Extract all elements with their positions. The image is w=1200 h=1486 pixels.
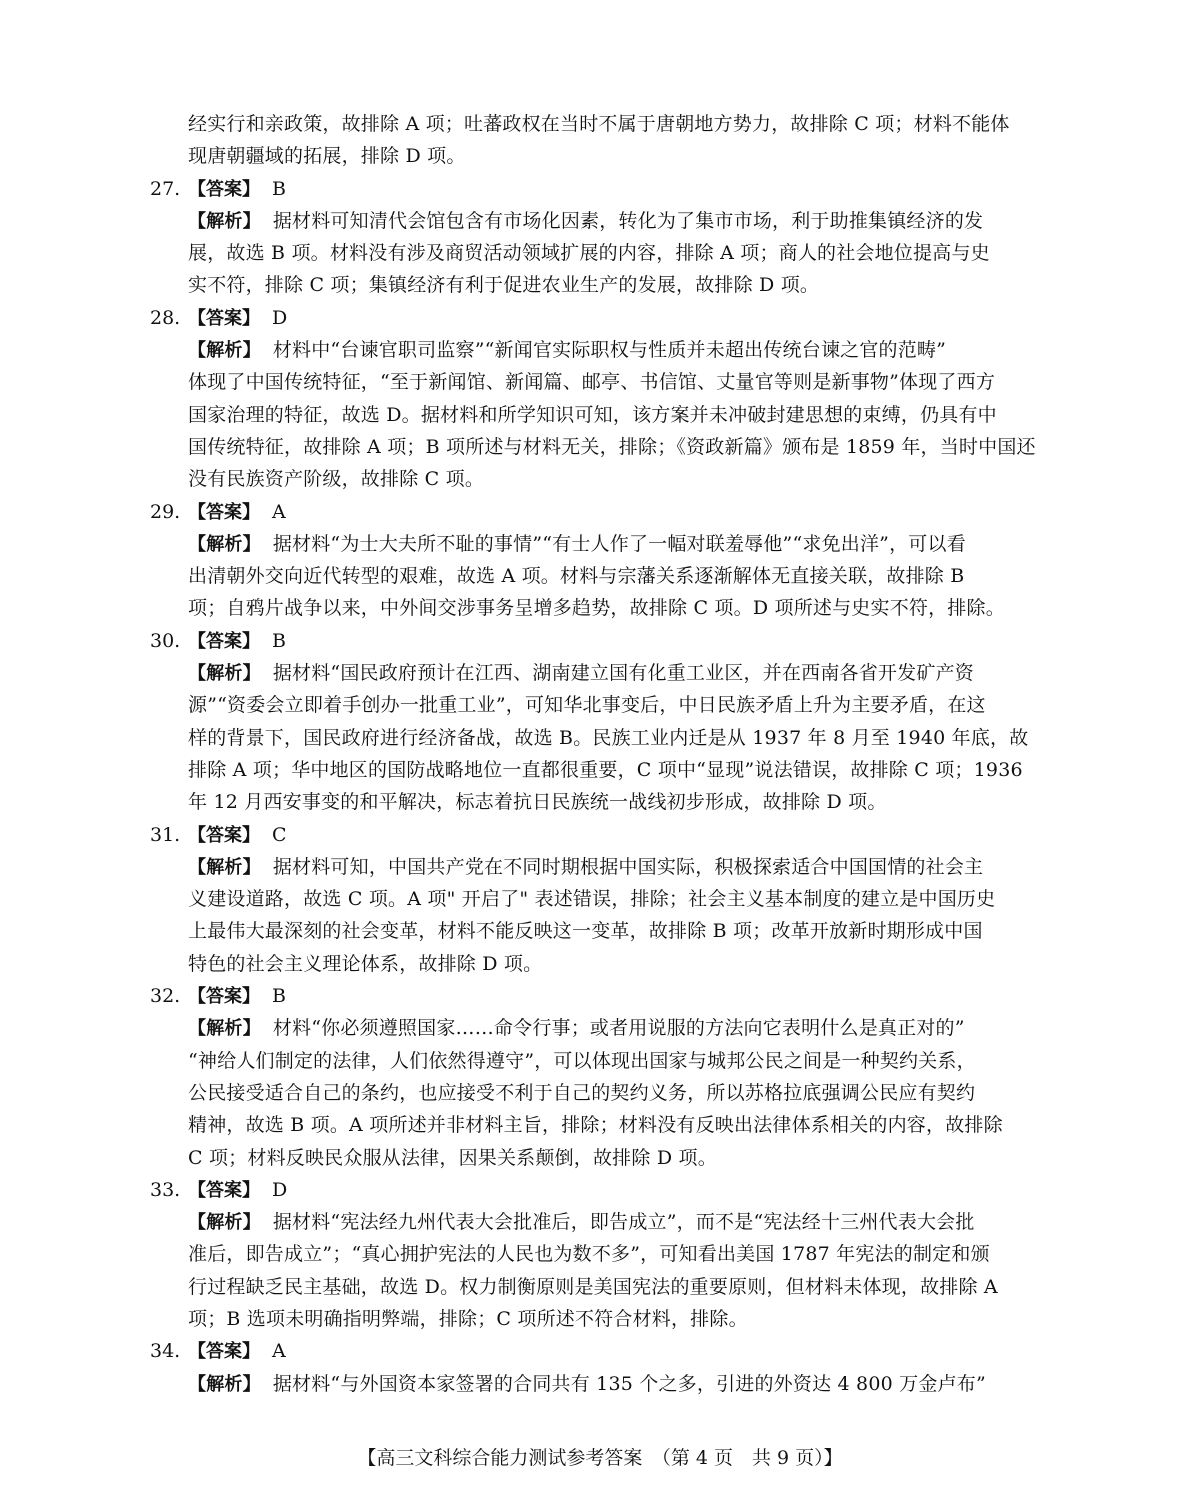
analysis-line: 公民接受适合自己的条约，也应接受不利于自己的契约义务，所以苏格拉底强调公民应有契约: [188, 1081, 976, 1104]
analysis-line: 排除 A 项；华中地区的国防战略地位一直都很重要，C 项中“显现”说法错误，故排除 C 项；1936: [188, 758, 1023, 781]
analysis-line: 准后，即告成立”；“真心拥护宪法的人民也为数不多”，可知看出美国 1787 年宪法的制定和颁: [188, 1243, 990, 1266]
answer-tag: 【答案】: [188, 986, 260, 1008]
question-block: [150, 302, 1055, 496]
answer-tag: 【答案】: [188, 501, 260, 523]
analysis-line: 项；自鸦片战争以来，中外间交涉事务呈增多趋势，故排除 C 项。D 项所述与史实不符，排除。: [188, 597, 1005, 620]
analysis-tag: 【解析】: [188, 533, 261, 555]
carryover-line: 经实行和亲政策，故排除 A 项；吐蕃政权在当时不属于唐朝地方势力，故排除 C 项；材料不能体: [188, 113, 1010, 135]
answer-line: [150, 302, 1055, 334]
analysis-line: 【解析】 据材料可知，中国共产党在不同时期根据中国实际，积极探索适合中国国情的社会主: [188, 855, 984, 878]
analysis-tag: 【解析】: [188, 856, 261, 878]
answer-line: [150, 173, 1055, 205]
analysis-line: 展，故选 B 项。材料没有涉及商贸活动领域扩展的内容，排除 A 项；商人的社会地位提高与史: [188, 242, 990, 265]
analysis-line: 义建设道路，故选 C 项。A 项" 开启了" 表述错误，排除；社会主义基本制度的建立是中国历史: [188, 888, 996, 911]
analysis-line: 项；B 选项未明确指明弊端，排除；C 项所述不符合材料，排除。: [188, 1307, 748, 1330]
question-block: [150, 980, 1055, 1174]
page-footer: 【高三文科综合能力测试参考答案 （第 4 页 共 9 页）】: [357, 1447, 843, 1469]
analysis-line: 上最伟大最深刻的社会变革，材料不能反映这一变革，故排除 B 项；改革开放新时期形成中国: [188, 920, 983, 943]
analysis-line: 特色的社会主义理论体系，故排除 D 项。: [188, 952, 543, 975]
answer-line: [150, 980, 1055, 1012]
analysis-line: 【解析】 据材料“为士大夫所不耻的事情”“有士人作了一幅对联羞辱他”“求免出洋”，可以看: [188, 532, 966, 555]
analysis-line: 【解析】 材料中“台谏官职司监察”“新闻官实际职权与性质并未超出传统台谏之官的范畴”: [188, 339, 947, 362]
answer-document: [150, 108, 1055, 1400]
question-block: [150, 173, 1055, 302]
analysis-line: 精神，故选 B 项。A 项所述并非材料主旨，排除；材料没有反映出法律体系相关的内容，故排除: [188, 1114, 1003, 1137]
analysis-line: 【解析】 材料“你必须遵照国家……命令行事；或者用说服的方法向它表明什么是真正对的”: [188, 1017, 965, 1040]
answer-tag: 【答案】: [188, 1341, 260, 1363]
question-block: [150, 625, 1055, 819]
analysis-line: 行过程缺乏民主基础，故选 D。权力制衡原则是美国宪法的重要原则，但材料未体现，故排除 A: [188, 1275, 998, 1298]
analysis-line: 源”“资委会立即着手创办一批重工业”，可知华北事变后，中日民族矛盾上升为主要矛盾，在这: [188, 694, 986, 717]
question-number: 32.: [150, 985, 181, 1008]
analysis-line: “神给人们制定的法律，人们依然得遵守”，可以体现出国家与城邦公民之间是一种契约关系，: [188, 1049, 976, 1072]
question-number: 29.: [150, 500, 181, 523]
analysis-line: 出清朝外交向近代转型的艰难，故选 A 项。材料与宗藩关系逐渐解体无直接关联，故排除 B: [188, 565, 965, 588]
carryover-line: 现唐朝疆域的拓展，排除 D 项。: [188, 145, 466, 168]
question-number: 27.: [150, 177, 181, 200]
analysis-line: 体现了中国传统特征，“至于新闻馆、新闻篇、邮亭、书信馆、丈量官等则是新事物”体现了西方: [188, 371, 996, 394]
answer-value: B: [272, 629, 286, 652]
answer-tag: 【答案】: [188, 178, 260, 200]
analysis-line: 【解析】 据材料“宪法经九州代表大会批准后，即告成立”，而不是“宪法经十三州代表大会批: [188, 1211, 975, 1234]
answer-value: A: [272, 500, 286, 523]
answer-value: C: [272, 823, 287, 846]
analysis-tag: 【解析】: [188, 1373, 261, 1395]
analysis-line: 【解析】 据材料“与外国资本家签署的合同共有 135 个之多，引进的外资达 4 800 万金卢布”: [188, 1372, 986, 1395]
analysis-line: 没有民族资产阶级，故排除 C 项。: [188, 468, 485, 491]
analysis-line: 样的背景下，国民政府进行经济备战，故选 B。民族工业内迁是从 1937 年 8 月至 1940 年底，故: [188, 726, 1029, 749]
analysis-tag: 【解析】: [188, 210, 261, 232]
analysis-tag: 【解析】: [188, 663, 261, 685]
answer-tag: 【答案】: [188, 824, 260, 846]
question-block: [150, 819, 1055, 980]
analysis-line: C 项；材料反映民众服从法律，因果关系颠倒，故排除 D 项。: [188, 1146, 717, 1169]
answer-value: B: [272, 985, 286, 1008]
analysis-line: 国传统特征，故排除 A 项；B 项所述与材料无关，排除；《资政新篇》颁布是 1859 年，当时中国还: [188, 435, 1036, 458]
analysis-line: 【解析】 据材料可知清代会馆包含有市场化因素，转化为了集市市场，利于助推集镇经济的发: [188, 209, 984, 232]
answer-tag: 【答案】: [188, 307, 260, 329]
question-block: [150, 496, 1055, 625]
analysis-tag: 【解析】: [188, 340, 261, 362]
answer-value: B: [272, 177, 286, 200]
answer-tag: 【答案】: [188, 1179, 260, 1201]
answer-value: A: [272, 1340, 286, 1363]
question-number: 31.: [150, 823, 181, 846]
question-number: 34.: [150, 1340, 181, 1363]
answer-line: [150, 496, 1055, 528]
answer-value: D: [272, 306, 288, 329]
question-number: 33.: [150, 1178, 181, 1201]
analysis-tag: 【解析】: [188, 1018, 261, 1040]
answer-line: [150, 819, 1055, 851]
analysis-line: 国家治理的特征，故选 D。据材料和所学知识可知，该方案并未冲破封建思想的束缚，仍具有中: [188, 403, 997, 426]
answer-value: D: [272, 1178, 288, 1201]
answer-line: [150, 625, 1055, 657]
analysis-line: 实不符，排除 C 项；集镇经济有利于促进农业生产的发展，故排除 D 项。: [188, 274, 820, 297]
question-number: 28.: [150, 306, 181, 329]
answer-line: [150, 1335, 1055, 1367]
analysis-line: 【解析】 据材料“国民政府预计在江西、湖南建立国有化重工业区，并在西南各省开发矿产资: [188, 662, 974, 685]
answer-line: [150, 1174, 1055, 1206]
analysis-line: 年 12 月西安事变的和平解决，标志着抗日民族统一战线初步形成，故排除 D 项。: [188, 791, 887, 814]
question-block: [150, 1174, 1055, 1335]
analysis-tag: 【解析】: [188, 1212, 261, 1234]
answer-tag: 【答案】: [188, 630, 260, 652]
question-number: 30.: [150, 629, 181, 652]
question-block: [150, 1335, 1055, 1400]
